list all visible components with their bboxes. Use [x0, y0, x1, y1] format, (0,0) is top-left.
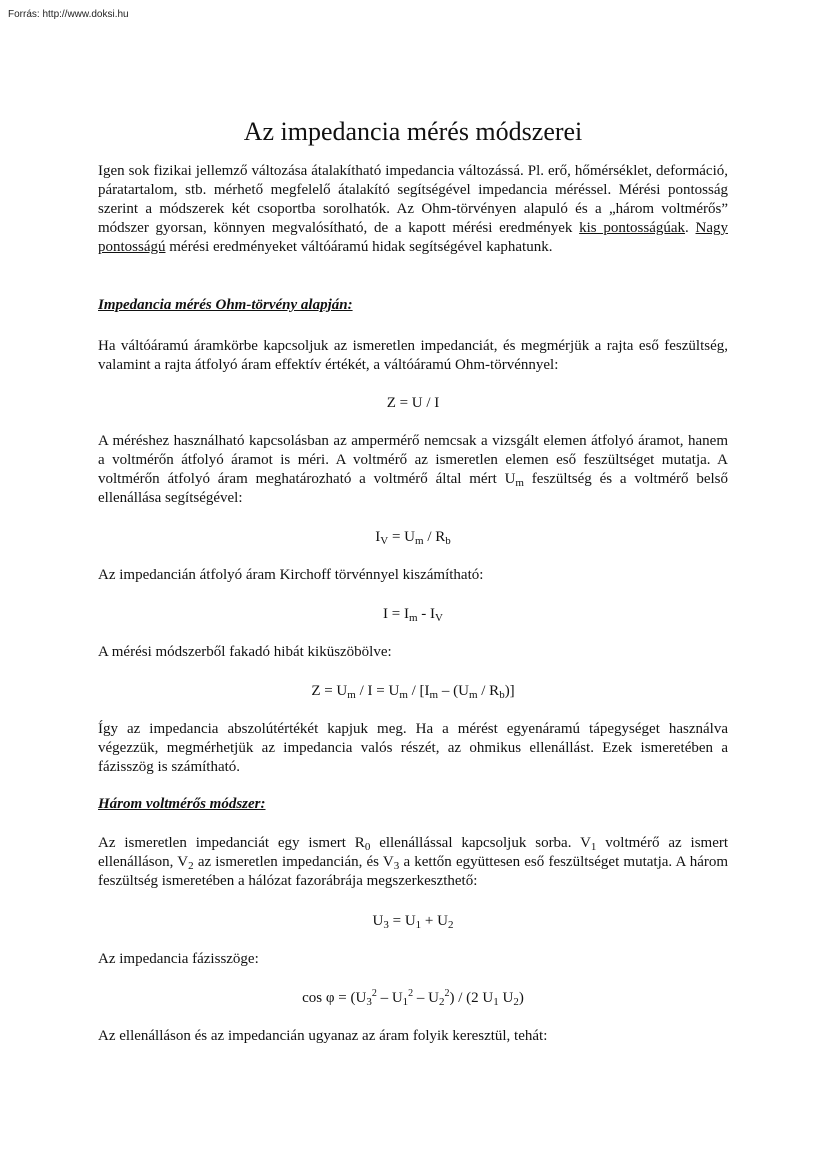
- section1-paragraph-5: Így az impedancia abszolútértékét kapjuk meg. Ha a mérést egyenáramú tápegységet használva végezzük, megmérhetjük az impedancia valós részét, az ohmikus ellenállást. Ezek ismeretében a fázisszög is számítható.: [98, 721, 728, 775]
- equation-cos-phi: $\cos \varphi = (U_3^2 - U_1^2 - U_2^2) / (2$ $U_1$ $U_2$): [302, 988, 524, 1008]
- section2-heading: Három voltmérős módszer:: [98, 796, 266, 812]
- section1-p2-text: A méréshez használható kapcsolásban az ampermérő nemcsak a vizsgált elemen átfolyó áramot, hanem a voltmérőn átfolyó áramot is méri. A voltmérő az ismeretlen elemen eső feszültséget mutatja. A voltmérőn átfolyó áram meghatározható a voltmérő által mért U: [98, 433, 728, 487]
- section1-p2-sub: m: [515, 477, 524, 489]
- intro-text-3: mérési eredményeket váltóáramú hidak segítségével kaphatunk.: [165, 239, 553, 255]
- intro-underline-1: kis pontosságúak: [579, 220, 686, 236]
- equation-z-corrected: $Z = U_m / I = U_m / [I_m - (U_m / R_b)]$: [311, 683, 515, 701]
- section1-paragraph-4: A mérési módszerből fakadó hibát kiküszöbölve:: [98, 644, 392, 660]
- equation-u3: $U_3 = U_1 + U_2$: [372, 913, 454, 931]
- section1-paragraph-3: Az impedancián átfolyó áram Kirchoff törvénnyel kiszámítható:: [98, 567, 484, 583]
- section1-p2-end: feszültség és a voltmérő belső ellenállása segítségével:: [98, 471, 729, 506]
- intro-text-1: Igen sok fizikai jellemző változása átalakítható impedancia változássá. Pl. erő, hőmérséklet, deformáció, páratartalom, stb. mérhető megfelelő átalakító segítségével impedancia méréssel. Mérési pontosság szerint a módszerek két csoportba sorolhatók. Az Ohm-törvényen alapuló és a „három voltmérős” módszer gyorsan, könnyen megvalósítható, de a kapott mérési eredmények: [98, 163, 728, 236]
- section1-heading: Impedancia mérés Ohm-törvény alapján:: [98, 297, 353, 313]
- source-label: Forrás: http://www.doksi.hu: [8, 9, 129, 20]
- intro-underline-2: Nagy pontosságú: [98, 220, 728, 255]
- intro-paragraph: [98, 162, 728, 257]
- section2-paragraph-3: Az ellenálláson és az impedancián ugyanaz az áram folyik keresztül, tehát:: [98, 1028, 548, 1044]
- section2-paragraph-2: Az impedancia fázisszöge:: [98, 951, 259, 967]
- equation-ohm: Z = U / I: [386, 395, 440, 411]
- intro-text-2: .: [685, 220, 696, 236]
- section2-paragraph-1: Az ismeretlen impedanciát egy ismert $R_0$ ellenállással kapcsoljuk sorba. $V_1$ voltmérő az ismert ellenálláson, $V_2$ az ismeretlen impedancián, és $V_3$ a kettőn együttesen eső feszültséget mutatja. A három feszültség ismeretében a hálózat fazorábrája megszerkeszthető:: [98, 835, 729, 889]
- section1-paragraph-2: [98, 432, 728, 508]
- equation-kirchoff: $I = I_m - I_V$: [383, 606, 443, 624]
- document-title: Az impedancia mérés módszerei: [243, 117, 583, 147]
- section1-paragraph-1: Ha váltóáramú áramkörbe kapcsoljuk az ismeretlen impedanciát, és megmérjük a rajta eső feszültség, valamint a rajta átfolyó áram effektív értékét, a váltóáramú Ohm-törvénnyel:: [98, 338, 728, 373]
- equation-iv: $I_V = U_m / R_b$: [375, 529, 451, 547]
